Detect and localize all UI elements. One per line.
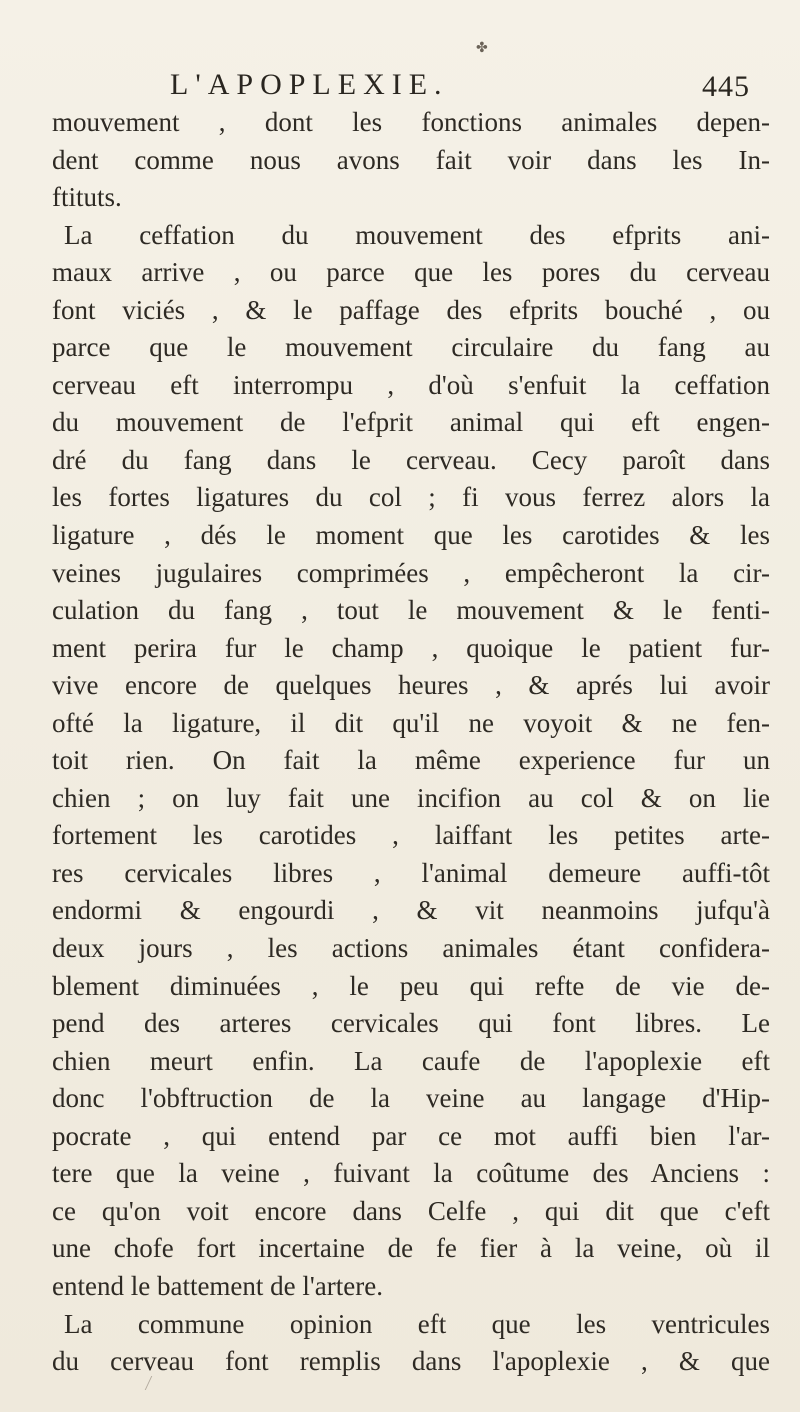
text-line: ce qu'on voit encore dans Celfe , qui dit que c'eft — [52, 1195, 770, 1226]
text-line: chien ; on luy fait une incifion au col & on lie — [52, 782, 770, 813]
text-line: La commune opinion eft que les ventricules — [64, 1308, 770, 1339]
text-line: dré du fang dans le cerveau. Cecy paroît dans — [52, 444, 770, 475]
text-line: toit rien. On fait la même experience fur un — [52, 745, 770, 776]
text-line: ligature , dés le moment que les carotides & les — [52, 520, 770, 551]
text-line: du cerveau font remplis dans l'apoplexie , & que — [52, 1346, 770, 1377]
text-line: res cervicales libres , l'animal demeure auffi-tôt — [52, 857, 770, 888]
text-line: donc l'obftruction de la veine au langage d'Hip- — [52, 1083, 770, 1114]
text-line: maux arrive , ou parce que les pores du cerveau — [52, 257, 770, 288]
text-line: mouvement , dont les fonctions animales depen- — [52, 107, 770, 137]
text-line: endormi & engourdi , & vit neanmoins jufqu'à — [52, 895, 770, 926]
text-line: parce que le mouvement circulaire du fang au — [52, 332, 770, 363]
text-line: font viciés , & le paffage des efprits bouché , ou — [52, 294, 770, 325]
running-title: L'APOPLEXIE. — [170, 68, 449, 101]
text-line: pocrate , qui entend par ce mot auffi bien l'ar- — [52, 1120, 770, 1151]
text-line: les fortes ligatures du col ; fi vous ferrez alors la — [52, 482, 770, 513]
text-line: deux jours , les actions animales étant confidera- — [52, 933, 770, 964]
text-line: ment perira fur le champ , quoique le patient fur- — [52, 632, 770, 663]
text-line: pend des arteres cervicales qui font libres. Le — [52, 1008, 770, 1039]
text-line: blement diminuées , le peu qui refte de vie de- — [52, 970, 770, 1001]
text-line: cerveau eft interrompu , d'où s'enfuit la ceffation — [52, 369, 770, 400]
text-line: tere que la veine , fuivant la coûtume des Anciens : — [52, 1158, 770, 1189]
text-line: dent comme nous avons fait voir dans les In- — [52, 144, 770, 175]
text-line: du mouvement de l'efprit animal qui eft engen- — [52, 407, 770, 438]
text-line: veines jugulaires comprimées , empêcheront la cir- — [52, 557, 770, 588]
body-text — [52, 104, 770, 1381]
text-line: ftituts. — [52, 182, 122, 213]
text-line: La ceffation du mouvement des efprits ani- — [64, 219, 770, 250]
text-line: culation du fang , tout le mouvement & le fenti- — [52, 595, 770, 626]
text-line: chien meurt enfin. La caufe de l'apoplexie eft — [52, 1045, 770, 1076]
ornament-mark: ✤ — [476, 40, 488, 56]
text-line: vive encore de quelques heures , & aprés lui avoir — [52, 670, 770, 701]
text-line: fortement les carotides , laiffant les petites arte- — [52, 820, 770, 851]
text-line: entend le battement de l'artere. — [52, 1270, 383, 1301]
text-line: ofté la ligature, il dit qu'il ne voyoit & ne fen- — [52, 707, 770, 738]
page-number: 445 — [702, 70, 750, 103]
text-line: une chofe fort incertaine de fe fier à la veine, où il — [52, 1233, 770, 1264]
